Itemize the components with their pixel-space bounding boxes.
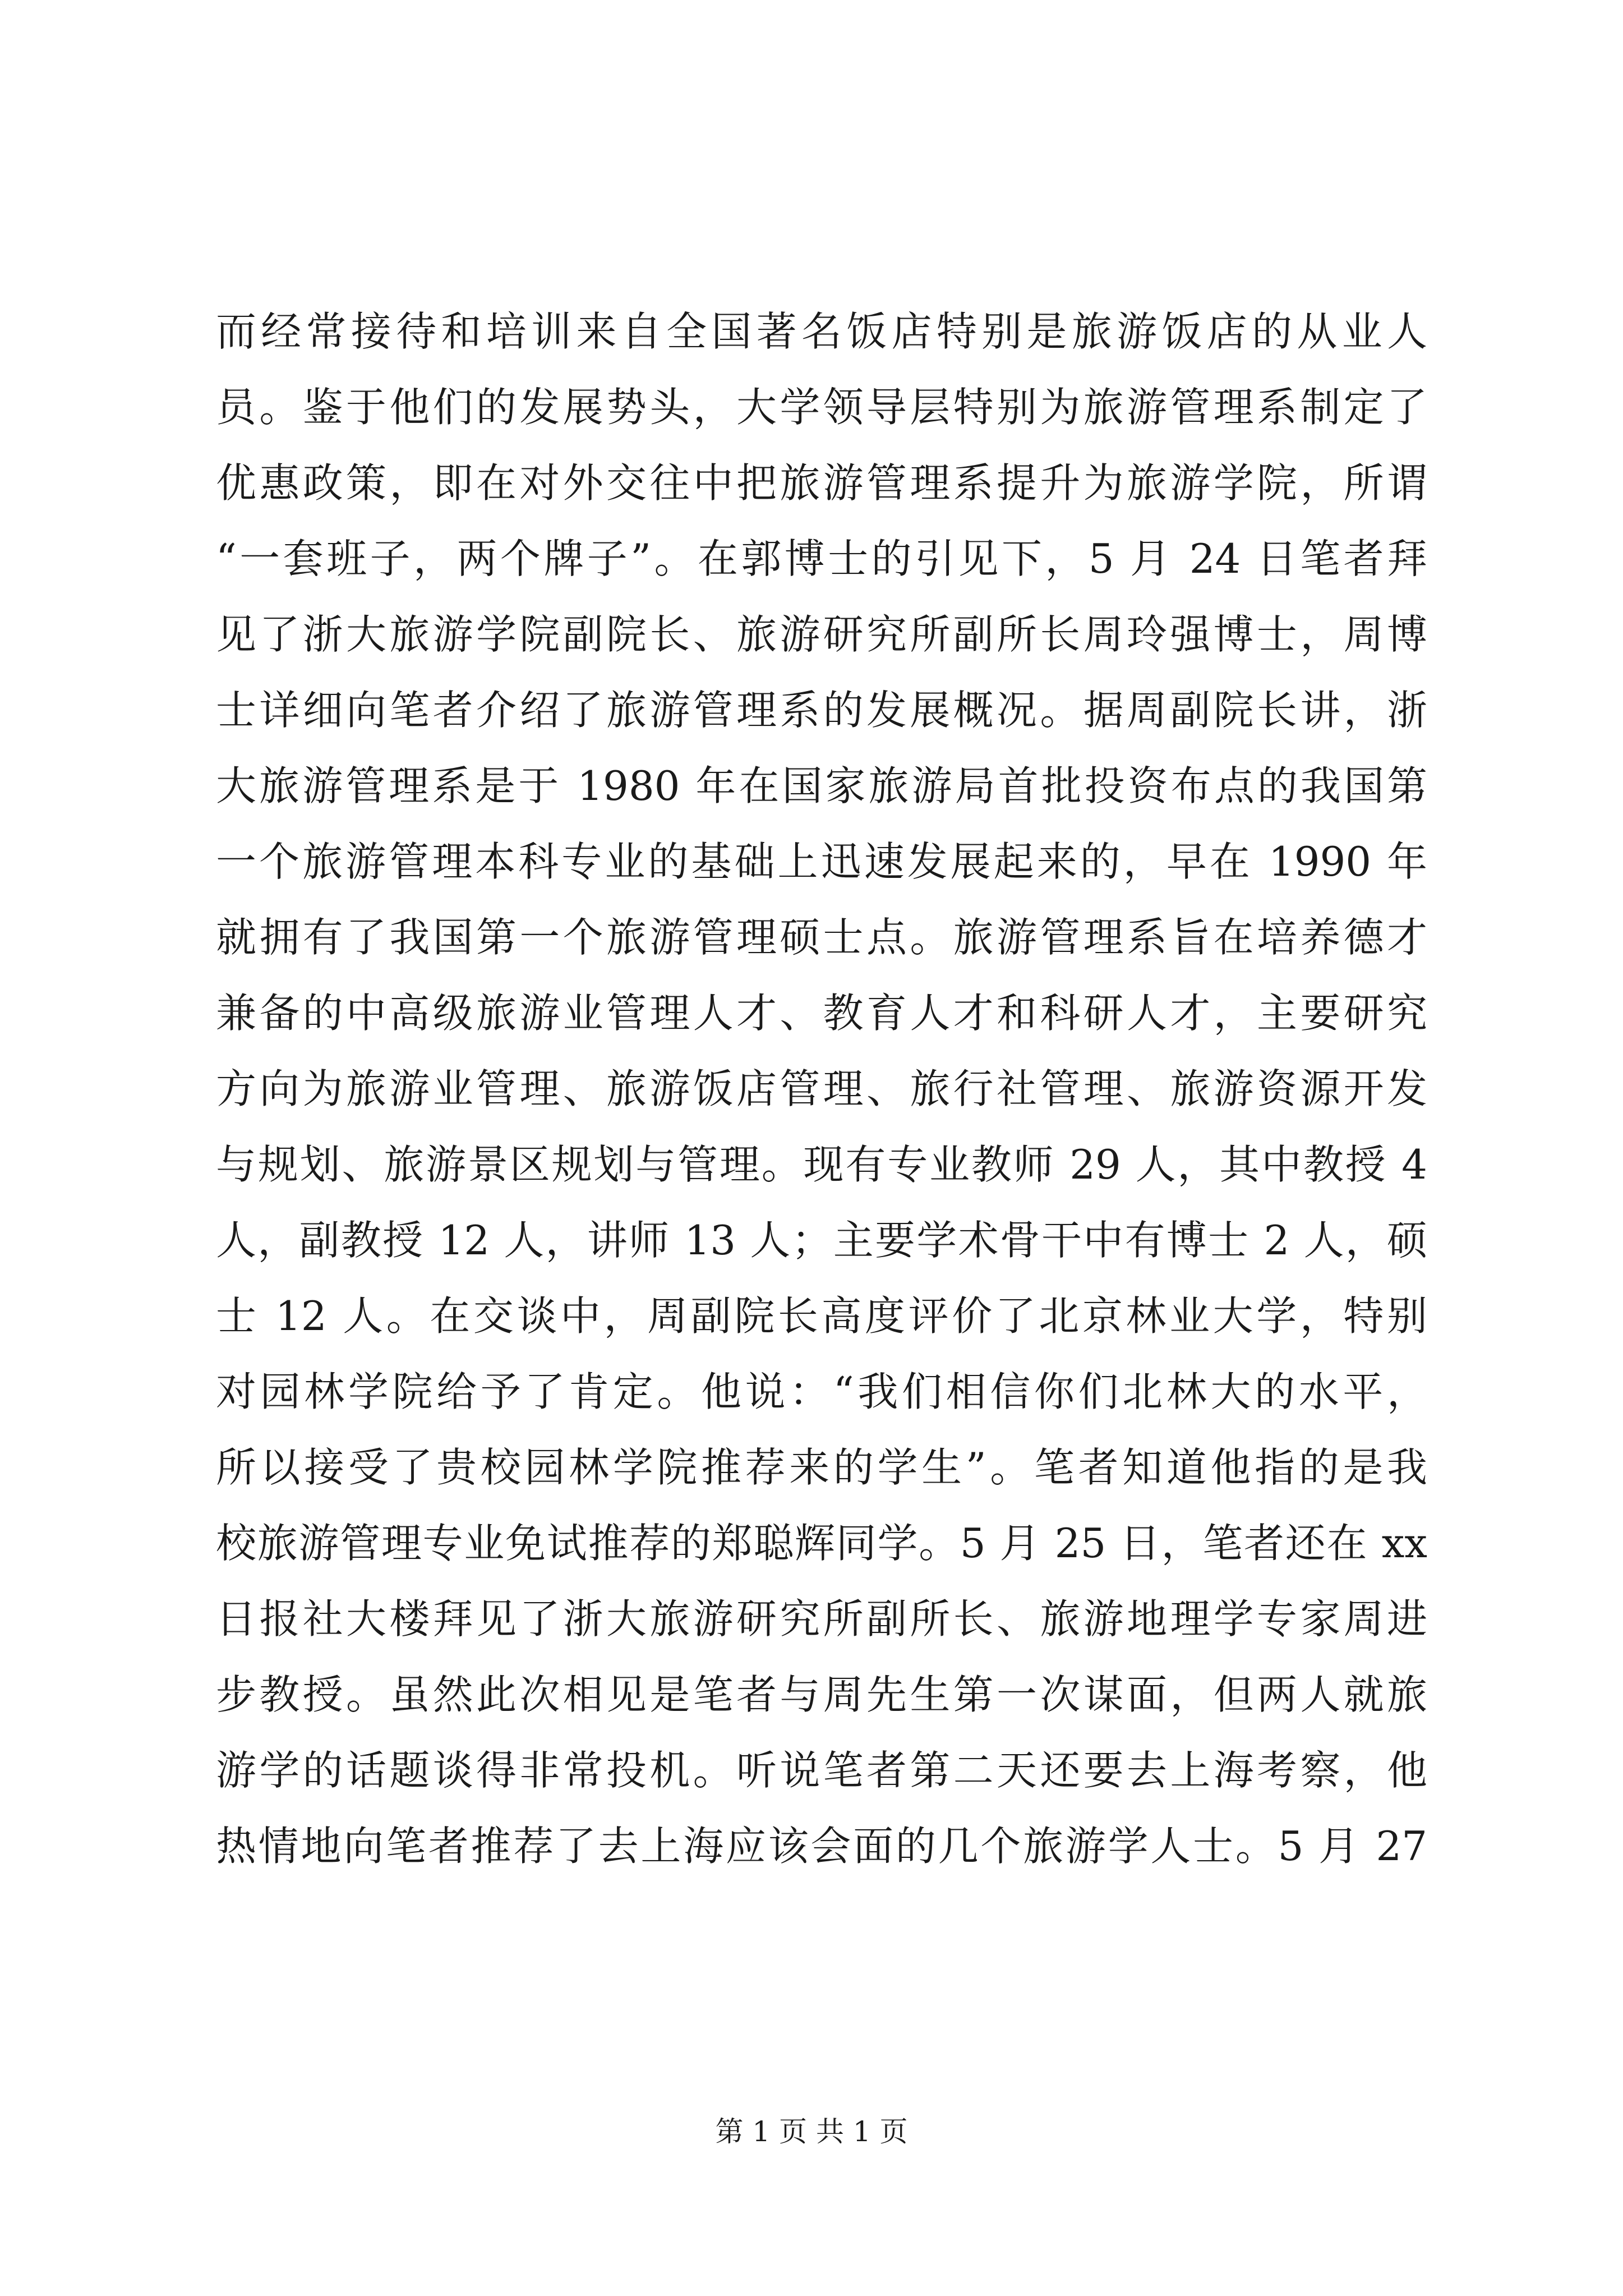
body-text [216,294,1427,1884]
text-line: 日报社大楼拜见了浙大旅游研究所副所长、旅游地理学专家周进 [216,1595,1427,1642]
text-line: 员。鉴于他们的发展势头，大学领导层特别为旅游管理系制定了 [216,384,1427,431]
page-number-label: 第 1 页 共 1 页 [715,2115,908,2148]
text-line: 对园林学院给予了肯定。他说：“我们相信你们北林大的水平， [216,1368,1427,1415]
text-line: 热情地向笔者推荐了去上海应该会面的几个旅游学人士。5 月 27 [216,1823,1427,1870]
text-line: 优惠政策，即在对外交往中把旅游管理系提升为旅游学院，所谓 [216,459,1427,507]
text-line: 大旅游管理系是于 1980 年在国家旅游局首批投资布点的我国第 [216,762,1427,809]
text-line: 一个旅游管理本科专业的基础上迅速发展起来的，早在 1990 年 [216,838,1427,885]
text-line: 方向为旅游业管理、旅游饭店管理、旅行社管理、旅游资源开发 [216,1065,1427,1112]
text-line: 兼备的中高级旅游业管理人才、教育人才和科研人才，主要研究 [216,990,1427,1037]
page-footer [0,2109,1623,2150]
text-line: 士 12 人。在交谈中，周副院长高度评价了北京林业大学，特别 [216,1292,1427,1340]
text-line: 就拥有了我国第一个旅游管理硕士点。旅游管理系旨在培养德才 [216,914,1427,961]
text-line: 士详细向笔者介绍了旅游管理系的发展概况。据周副院长讲，浙 [216,687,1427,734]
text-line: 人，副教授 12 人，讲师 13 人；主要学术骨干中有博士 2 人，硕 [216,1217,1427,1264]
text-line: 步教授。虽然此次相见是笔者与周先生第一次谋面，但两人就旅 [216,1671,1427,1718]
text-line: “一套班子，两个牌子”。在郭博士的引见下，5 月 24 日笔者拜 [216,535,1427,582]
text-line: 校旅游管理专业免试推荐的郑聪辉同学。5 月 25 日，笔者还在 xx [216,1520,1427,1567]
text-line: 与规划、旅游景区规划与管理。现有专业教师 29 人，其中教授 4 [216,1141,1427,1188]
text-line: 游学的话题谈得非常投机。听说笔者第二天还要去上海考察，他 [216,1747,1427,1794]
text-line: 而经常接待和培训来自全国著名饭店特别是旅游饭店的从业人 [216,308,1427,355]
text-line: 所以接受了贵校园林学院推荐来的学生”。笔者知道他指的是我 [216,1444,1427,1491]
text-line: 见了浙大旅游学院副院长、旅游研究所副所长周玲强博士，周博 [216,611,1427,658]
